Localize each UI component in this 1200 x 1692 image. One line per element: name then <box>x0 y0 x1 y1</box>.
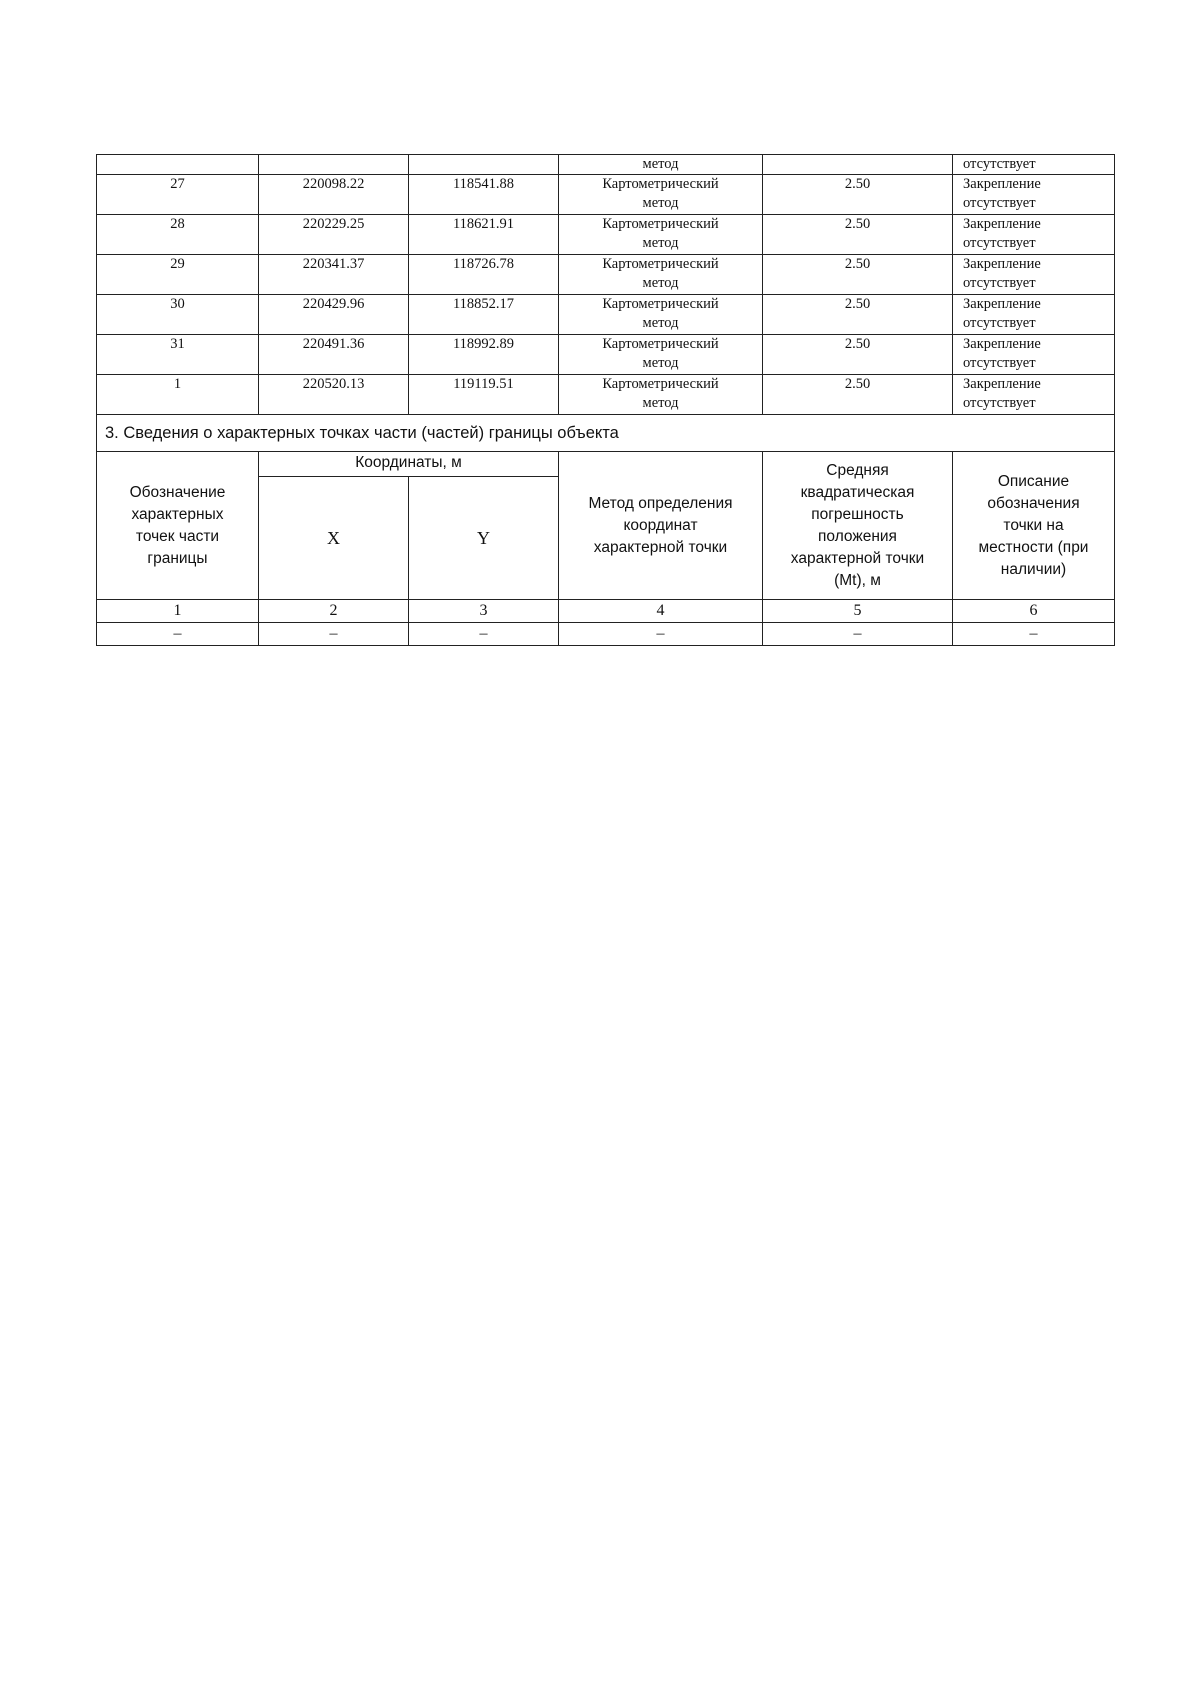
table-row <box>97 255 1115 295</box>
empty-cell: – <box>259 623 409 646</box>
table-row <box>97 175 1115 215</box>
cell-x: 220429.96 <box>259 295 409 335</box>
cell-method <box>559 375 763 415</box>
header-error-line: характерной точки <box>790 549 925 567</box>
cell-description: отсутствует <box>953 155 1115 175</box>
empty-cell: – <box>97 623 259 646</box>
cell-description-line: Закрепление <box>963 256 1041 272</box>
header-x: X <box>259 477 409 600</box>
cell-description-line: Закрепление <box>963 176 1041 192</box>
cell-description-line: Закрепление <box>963 216 1041 232</box>
cell-description-line: отсутствует <box>963 235 1036 251</box>
cell-x: 220229.25 <box>259 215 409 255</box>
header-y: Y <box>409 477 559 600</box>
cell-description-line: Закрепление <box>963 376 1041 392</box>
cell-y: 118621.91 <box>409 215 559 255</box>
cell-method <box>559 215 763 255</box>
cell-method <box>559 335 763 375</box>
cell-description <box>953 295 1115 335</box>
column-numbers-row <box>97 600 1115 623</box>
column-number: 3 <box>409 600 559 623</box>
table-row <box>97 335 1115 375</box>
cell-method-line: метод <box>642 395 679 411</box>
cell-method-line: метод <box>642 195 679 211</box>
empty-data-row <box>97 623 1115 646</box>
section-3-title: 3. Сведения о характерных точках части (частей) границы объекта <box>97 415 1115 452</box>
column-number: 2 <box>259 600 409 623</box>
header-error-line: положения <box>818 527 897 545</box>
cell-x: 220098.22 <box>259 175 409 215</box>
cell-y: 118852.17 <box>409 295 559 335</box>
header-description-line: обозначения <box>987 494 1080 512</box>
cell-point: 1 <box>97 375 259 415</box>
cell-method-line: Картометрический <box>602 256 719 272</box>
cell-method: метод <box>559 155 763 175</box>
cell-x: 220520.13 <box>259 375 409 415</box>
header-point-line: границы <box>147 549 208 567</box>
cell-method-line: Картометрический <box>602 376 719 392</box>
cell-method-line: Картометрический <box>602 176 719 192</box>
cell-error: 2.50 <box>763 295 953 335</box>
header-error-line: квадратическая <box>800 483 915 501</box>
cell-error: 2.50 <box>763 375 953 415</box>
cell-method-line: Картометрический <box>602 296 719 312</box>
point-rows <box>97 175 1115 415</box>
header-error-line: погрешность <box>811 505 904 523</box>
cell-error: 2.50 <box>763 175 953 215</box>
header-point-line: Обозначение <box>129 483 226 501</box>
cell-description <box>953 215 1115 255</box>
cell-description-line: Закрепление <box>963 296 1041 312</box>
cell-x: 220491.36 <box>259 335 409 375</box>
cell-y: 119119.51 <box>409 375 559 415</box>
cell-description-line: отсутствует <box>963 315 1036 331</box>
empty-cell: – <box>763 623 953 646</box>
table-row <box>97 215 1115 255</box>
table-row-continuation <box>97 155 1115 175</box>
cell-error <box>763 155 953 175</box>
cell-error: 2.50 <box>763 215 953 255</box>
cell-method <box>559 175 763 215</box>
cell-method-line: метод <box>642 275 679 291</box>
empty-cell: – <box>409 623 559 646</box>
boundary-points-table <box>96 154 1115 646</box>
cell-method <box>559 255 763 295</box>
header-error-line: Средняя <box>826 461 889 479</box>
cell-x: 220341.37 <box>259 255 409 295</box>
section-3-header-row-1 <box>97 452 1115 477</box>
cell-description-line: отсутствует <box>963 195 1036 211</box>
cell-description-line: отсутствует <box>963 275 1036 291</box>
column-number: 4 <box>559 600 763 623</box>
cell-y: 118992.89 <box>409 335 559 375</box>
header-error-symbol: (Mt), м <box>834 571 881 589</box>
cell-method-line: метод <box>642 235 679 251</box>
cell-method-line: метод <box>642 315 679 331</box>
cell-description <box>953 335 1115 375</box>
cell-point: 27 <box>97 175 259 215</box>
section-3-row <box>97 415 1115 452</box>
cell-description <box>953 255 1115 295</box>
cell-method-line: Картометрический <box>602 216 719 232</box>
header-point-designation <box>97 452 259 600</box>
cell-point: 31 <box>97 335 259 375</box>
table-row <box>97 295 1115 335</box>
empty-cell: – <box>953 623 1115 646</box>
header-point-line: точек части <box>135 527 220 545</box>
cell-point <box>97 155 259 175</box>
header-point-line: характерных <box>131 505 224 523</box>
table-row <box>97 375 1115 415</box>
column-number: 5 <box>763 600 953 623</box>
cell-point: 30 <box>97 295 259 335</box>
cell-method-line: Картометрический <box>602 336 719 352</box>
cell-method <box>559 295 763 335</box>
cell-point: 29 <box>97 255 259 295</box>
header-method-line: Метод определения <box>588 494 733 512</box>
header-description <box>953 452 1115 600</box>
column-number: 6 <box>953 600 1115 623</box>
header-description-line: местности (при <box>978 538 1089 556</box>
header-description-line: Описание <box>997 472 1070 490</box>
cell-description-line: отсутствует <box>963 395 1036 411</box>
cell-point: 28 <box>97 215 259 255</box>
header-method-line: характерной точки <box>593 538 728 556</box>
header-description-line: наличии) <box>1000 560 1067 578</box>
cell-x <box>259 155 409 175</box>
cell-y: 118541.88 <box>409 175 559 215</box>
cell-method-line: метод <box>642 355 679 371</box>
cell-y <box>409 155 559 175</box>
header-mean-error <box>763 452 953 600</box>
header-method <box>559 452 763 600</box>
cell-error: 2.50 <box>763 255 953 295</box>
cell-description-line: Закрепление <box>963 336 1041 352</box>
header-method-line: координат <box>623 516 698 534</box>
column-number: 1 <box>97 600 259 623</box>
cell-description <box>953 175 1115 215</box>
header-description-line: точки на <box>1003 516 1064 534</box>
header-coordinates: Координаты, м <box>259 452 559 477</box>
cell-description <box>953 375 1115 415</box>
cell-error: 2.50 <box>763 335 953 375</box>
cell-y: 118726.78 <box>409 255 559 295</box>
cell-description-line: отсутствует <box>963 355 1036 371</box>
empty-cell: – <box>559 623 763 646</box>
